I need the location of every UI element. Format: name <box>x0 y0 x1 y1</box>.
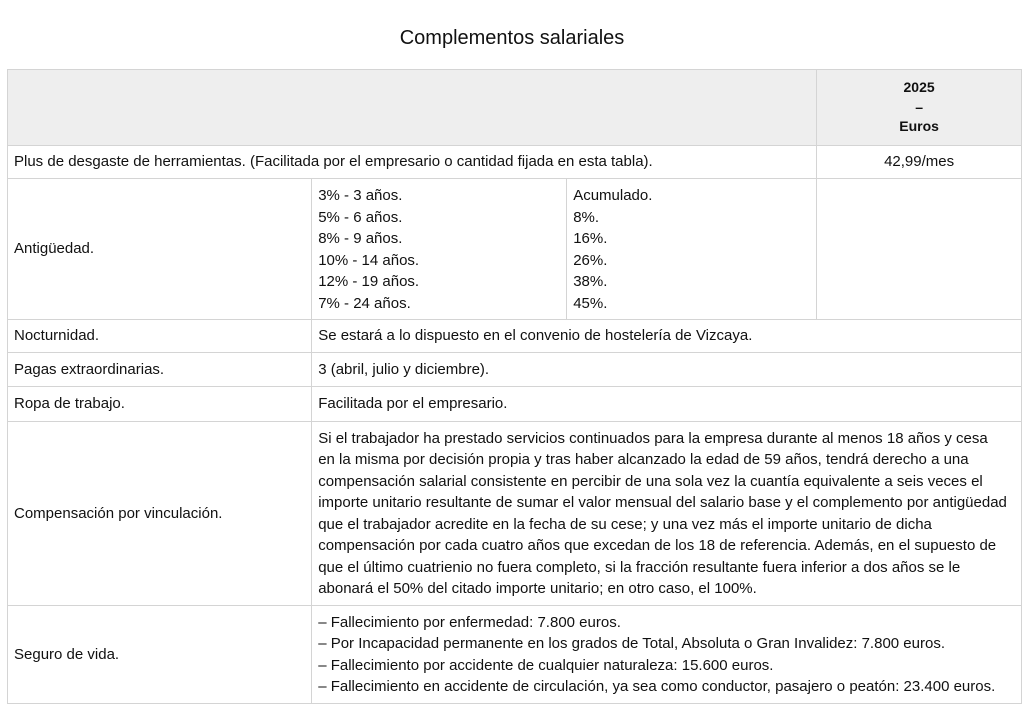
row-label: Pagas extraordinarias. <box>8 353 312 387</box>
list-item: – Fallecimiento por accidente de cualquier naturaleza: 15.600 euros. <box>318 656 774 674</box>
tramo-item: 12% - 19 años. <box>318 273 420 290</box>
tramo-item: 3% - 3 años. <box>318 187 403 204</box>
list-item: – Fallecimiento por enfermedad: 7.800 euros. <box>318 613 621 631</box>
row-label: Seguro de vida. <box>8 606 312 704</box>
empty-amount-cell <box>817 179 1022 320</box>
table-header-row <box>8 70 1022 146</box>
list-item: – Por Incapacidad permanente en los grados de Total, Absoluta o Gran Invalidez: 7.800 euros. <box>318 635 945 652</box>
tramo-item: 10% - 14 años. <box>318 251 420 269</box>
row-value: Si el trabajador ha prestado servicios continuados para la empresa durante al menos 18 años y cesa en la misma por decisión propia y tras haber alcanzado la edad de 59 años, tendrá derecho a una compensación salarial consistente en percibir de una sola vez la cuantía equivalente a seis veces el importe unitario resultante de sumar el valor mensual del salario base y el complemento por antigüedad que el trabajador acredite en la fecha de su cese; y una vez más el importe unitario de dicha compensación por cada cuatro años que excedan de los 18 de referencia. Además, en el supuesto de que el último cuatrienio no fuera completo, si la fracción resultante fuera inferior a dos años se le abonará el 50% del citado importe unitario; en otro caso, el 100%. <box>312 422 1022 606</box>
table-row <box>8 422 1022 606</box>
header-dash: – <box>915 98 923 115</box>
row-label: Plus de desgaste de herramientas. (Facilitada por el empresario o cantidad fijada en esta tabla). <box>8 146 817 179</box>
antiguedad-acumulado <box>567 179 817 320</box>
seguro-list <box>312 606 1022 704</box>
salary-table <box>7 69 1022 704</box>
tramo-item: 5% - 6 años. <box>318 208 403 226</box>
title-area <box>0 0 1024 69</box>
table-row <box>8 179 1022 320</box>
header-year: 2025 <box>903 79 935 96</box>
header-empty-cell <box>8 70 817 146</box>
header-unit: Euros <box>899 118 939 135</box>
row-label: Antigüedad. <box>8 179 312 320</box>
row-value: Facilitada por el empresario. <box>312 387 1022 422</box>
antiguedad-tramos <box>312 179 567 320</box>
table-row <box>8 146 1022 179</box>
acumulado-item: 26%. <box>573 251 608 269</box>
acumulado-item: Acumulado. <box>573 187 653 204</box>
acumulado-item: 8%. <box>573 208 600 226</box>
row-value: Se estará a lo dispuesto en el convenio de hostelería de Vizcaya. <box>312 320 1022 353</box>
row-value: 3 (abril, julio y diciembre). <box>312 353 1022 387</box>
acumulado-item: 16%. <box>573 230 608 247</box>
acumulado-item: 45%. <box>573 294 608 312</box>
header-year-cell <box>817 70 1022 146</box>
table-row <box>8 387 1022 422</box>
table-row <box>8 606 1022 704</box>
row-label: Nocturnidad. <box>8 320 312 353</box>
tramo-item: 7% - 24 años. <box>318 294 411 312</box>
row-label: Ropa de trabajo. <box>8 387 312 422</box>
row-amount: 42,99/mes <box>817 146 1022 179</box>
page-title: Complementos salariales <box>399 27 625 49</box>
row-label: Compensación por vinculación. <box>8 422 312 606</box>
list-item: – Fallecimiento en accidente de circulación, ya sea como conductor, pasajero o peatón: 23.400 euros. <box>318 678 996 695</box>
table-row <box>8 353 1022 387</box>
table-row <box>8 320 1022 353</box>
acumulado-item: 38%. <box>573 273 608 290</box>
tramo-item: 8% - 9 años. <box>318 230 403 247</box>
